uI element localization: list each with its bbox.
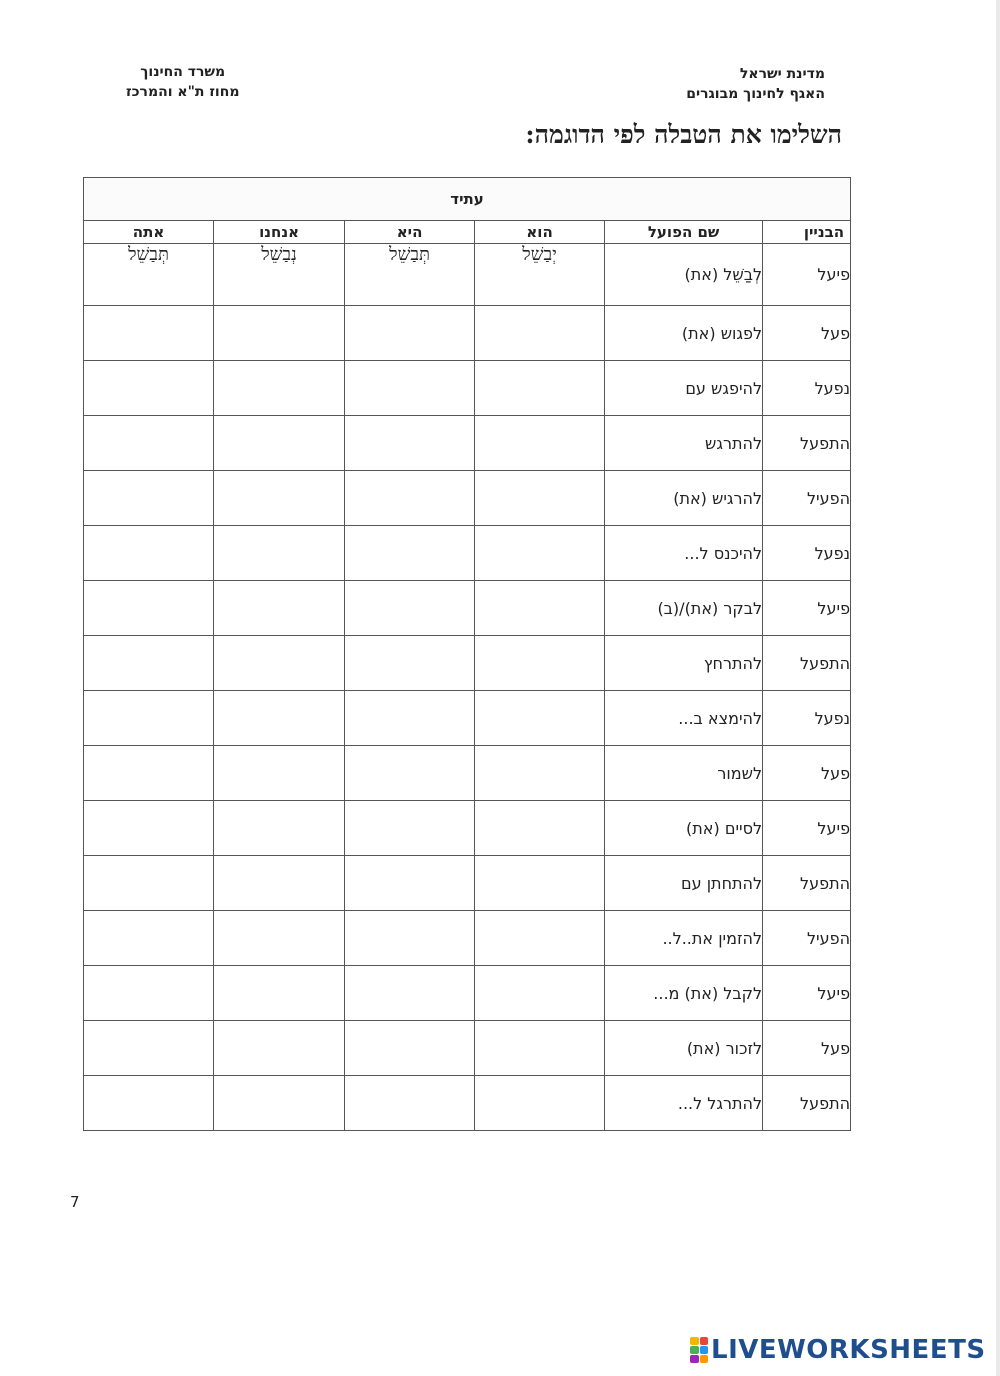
row-verb: להיפגש עם <box>605 361 763 416</box>
answer-cell-ata[interactable] <box>84 581 214 636</box>
example-verb: לְבַשֵׁל (את) <box>605 244 763 306</box>
logo-block <box>700 1355 709 1363</box>
answer-cell-ata[interactable] <box>84 1021 214 1076</box>
logo-text: LIVEWORKSHEETS <box>711 1335 986 1365</box>
row-verb: לקבל (את) מ... <box>605 966 763 1021</box>
answer-cell-ata[interactable] <box>84 911 214 966</box>
col-infinitive: שם הפועל <box>605 221 763 244</box>
row-binyan: פעל <box>763 1021 851 1076</box>
answer-cell-ata[interactable] <box>84 526 214 581</box>
row-binyan: התפעל <box>763 856 851 911</box>
scan-edge <box>996 0 1000 1376</box>
example-binyan: פיעל <box>763 244 851 306</box>
table-row <box>84 416 851 471</box>
answer-cell-hu[interactable] <box>475 581 605 636</box>
row-binyan: התפעל <box>763 1076 851 1131</box>
answer-cell-hu[interactable] <box>475 306 605 361</box>
example-hu: יְבַשֵׁל <box>475 244 605 306</box>
answer-cell-hi[interactable] <box>345 1021 475 1076</box>
liveworksheets-logo <box>690 1335 986 1365</box>
col-hi: היא <box>345 221 475 244</box>
answer-cell-anachnu[interactable] <box>214 856 345 911</box>
table-row <box>84 581 851 636</box>
answer-cell-anachnu[interactable] <box>214 801 345 856</box>
answer-cell-anachnu[interactable] <box>214 306 345 361</box>
answer-cell-anachnu[interactable] <box>214 911 345 966</box>
col-hu: הוא <box>475 221 605 244</box>
table-row <box>84 691 851 746</box>
answer-cell-anachnu[interactable] <box>214 471 345 526</box>
row-verb: להרגיש (את) <box>605 471 763 526</box>
row-binyan: נפעל <box>763 361 851 416</box>
table-row <box>84 1021 851 1076</box>
row-verb: להיכנס ל... <box>605 526 763 581</box>
answer-cell-anachnu[interactable] <box>214 581 345 636</box>
header-left <box>126 62 239 102</box>
answer-cell-hi[interactable] <box>345 306 475 361</box>
table-row <box>84 801 851 856</box>
table-row <box>84 361 851 416</box>
col-anachnu: אנחנו <box>214 221 345 244</box>
answer-cell-hu[interactable] <box>475 361 605 416</box>
answer-cell-ata[interactable] <box>84 856 214 911</box>
col-binyan: הבניין <box>763 221 851 244</box>
header-right <box>686 64 825 104</box>
answer-cell-hi[interactable] <box>345 526 475 581</box>
header-district: מחוז ת"א והמרכז <box>126 84 240 100</box>
logo-block <box>690 1346 699 1354</box>
answer-cell-hi[interactable] <box>345 581 475 636</box>
answer-cell-hi[interactable] <box>345 416 475 471</box>
page-title: השלימו את הטבלה לפי הדוגמה: <box>525 120 842 149</box>
row-binyan: פיעל <box>763 581 851 636</box>
answer-cell-hi[interactable] <box>345 471 475 526</box>
col-ata: אתה <box>84 221 214 244</box>
table-row <box>84 966 851 1021</box>
header-state: מדינת ישראל <box>739 66 825 82</box>
row-binyan: פעל <box>763 306 851 361</box>
answer-cell-ata[interactable] <box>84 966 214 1021</box>
answer-cell-anachnu[interactable] <box>214 1021 345 1076</box>
answer-cell-hi[interactable] <box>345 636 475 691</box>
answer-cell-hu[interactable] <box>475 856 605 911</box>
answer-cell-hi[interactable] <box>345 746 475 801</box>
row-binyan: התפעל <box>763 416 851 471</box>
row-verb: להתרגש <box>605 416 763 471</box>
row-verb: לזכור (את) <box>605 1021 763 1076</box>
answer-cell-anachnu[interactable] <box>214 966 345 1021</box>
answer-cell-anachnu[interactable] <box>214 691 345 746</box>
row-verb: לסיים (את) <box>605 801 763 856</box>
table-row <box>84 471 851 526</box>
row-verb: להתחתן עם <box>605 856 763 911</box>
answer-cell-hi[interactable] <box>345 801 475 856</box>
answer-cell-ata[interactable] <box>84 1076 214 1131</box>
answer-cell-anachnu[interactable] <box>214 361 345 416</box>
table-row <box>84 746 851 801</box>
table-row <box>84 306 851 361</box>
answer-cell-hu[interactable] <box>475 1076 605 1131</box>
table-row <box>84 1076 851 1131</box>
answer-cell-hi[interactable] <box>345 911 475 966</box>
answer-cell-anachnu[interactable] <box>214 636 345 691</box>
logo-block <box>700 1337 709 1345</box>
answer-cell-ata[interactable] <box>84 801 214 856</box>
answer-cell-hu[interactable] <box>475 801 605 856</box>
row-binyan: נפעל <box>763 526 851 581</box>
answer-cell-ata[interactable] <box>84 636 214 691</box>
table-row <box>84 856 851 911</box>
answer-cell-ata[interactable] <box>84 361 214 416</box>
row-verb: להתרגל ל... <box>605 1076 763 1131</box>
answer-cell-hi[interactable] <box>345 856 475 911</box>
example-hi: תְּבַשֵׁל <box>345 244 475 306</box>
row-verb: להתרחץ <box>605 636 763 691</box>
row-binyan: הפעיל <box>763 911 851 966</box>
answer-cell-ata[interactable] <box>84 306 214 361</box>
row-binyan: פיעל <box>763 966 851 1021</box>
answer-cell-hi[interactable] <box>345 1076 475 1131</box>
answer-cell-hi[interactable] <box>345 966 475 1021</box>
answer-cell-hi[interactable] <box>345 361 475 416</box>
header-department: האגף לחינוך מבוגרים <box>686 86 825 102</box>
header-ministry: משרד החינוך <box>140 64 226 80</box>
answer-cell-ata[interactable] <box>84 746 214 801</box>
answer-cell-hu[interactable] <box>475 526 605 581</box>
answer-cell-hu[interactable] <box>475 966 605 1021</box>
answer-cell-hu[interactable] <box>475 691 605 746</box>
answer-cell-anachnu[interactable] <box>214 746 345 801</box>
answer-cell-anachnu[interactable] <box>214 416 345 471</box>
row-binyan: פעל <box>763 746 851 801</box>
row-binyan: פיעל <box>763 801 851 856</box>
answer-cell-hu[interactable] <box>475 636 605 691</box>
row-binyan: התפעל <box>763 636 851 691</box>
answer-cell-anachnu[interactable] <box>214 1076 345 1131</box>
table-row <box>84 636 851 691</box>
example-ata: תְּבַשֵׁל <box>84 244 214 306</box>
answer-cell-ata[interactable] <box>84 416 214 471</box>
row-verb: לשמור <box>605 746 763 801</box>
row-verb: להימצא ב... <box>605 691 763 746</box>
example-row <box>84 244 851 306</box>
row-binyan: הפעיל <box>763 471 851 526</box>
answer-cell-hu[interactable] <box>475 746 605 801</box>
tense-header: עתיד <box>84 178 851 221</box>
conjugation-table <box>83 177 851 1131</box>
logo-block <box>700 1346 709 1354</box>
answer-cell-anachnu[interactable] <box>214 526 345 581</box>
answer-cell-ata[interactable] <box>84 471 214 526</box>
row-verb: לפגוש (את) <box>605 306 763 361</box>
row-verb: לבקר (את)/(ב) <box>605 581 763 636</box>
table-row <box>84 526 851 581</box>
row-verb: להזמין את..ל.. <box>605 911 763 966</box>
answer-cell-hu[interactable] <box>475 911 605 966</box>
logo-icon <box>690 1337 708 1363</box>
logo-block <box>690 1355 699 1363</box>
answer-cell-hu[interactable] <box>475 471 605 526</box>
logo-block <box>690 1337 699 1345</box>
answer-cell-hi[interactable] <box>345 691 475 746</box>
row-binyan: נפעל <box>763 691 851 746</box>
answer-cell-hu[interactable] <box>475 416 605 471</box>
answer-cell-ata[interactable] <box>84 691 214 746</box>
answer-cell-hu[interactable] <box>475 1021 605 1076</box>
example-anachnu: נְבַשֵׁל <box>214 244 345 306</box>
page-number: 7 <box>70 1193 80 1211</box>
table-row <box>84 911 851 966</box>
